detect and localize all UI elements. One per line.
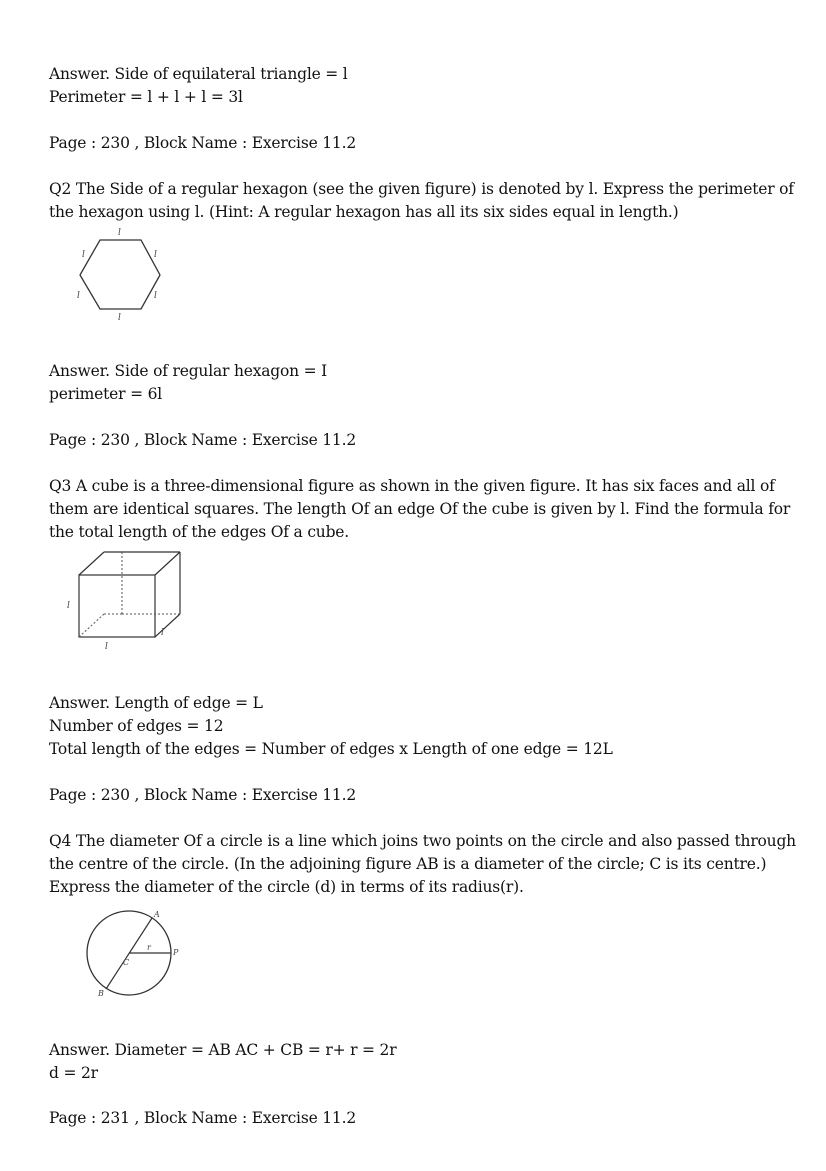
q3-answer-line-1: Answer. Length of edge = L [49, 694, 263, 712]
hexagon-shape [80, 240, 160, 309]
cube-edges [79, 552, 180, 637]
q2-page-reference: Page : 230 , Block Name : Exercise 11.2 [49, 431, 356, 449]
q1-answer-line-1: Answer. Side of equilateral triangle = l [49, 65, 348, 83]
q1-page-reference: Page : 230 , Block Name : Exercise 11.2 [49, 134, 356, 152]
point-p-label: P [173, 948, 179, 957]
circle-figure [80, 905, 190, 1005]
q3-question-line-3: the total length of the edges Of a cube. [49, 523, 350, 541]
q2-question-line-2: the hexagon using l. (Hint: A regular hexagon has all its six sides equal in length.) [49, 203, 679, 221]
point-c-label: C [123, 958, 130, 967]
hexagon-side-label: l [118, 313, 121, 323]
q3-answer-line-2: Number of edges = 12 [49, 717, 224, 735]
radius-r-label: r [147, 943, 151, 952]
cube-edge-label: l [67, 601, 70, 611]
q4-question-line-3: Express the diameter of the circle (d) in terms of its radius(r). [49, 878, 524, 896]
cube-hidden-edges [79, 552, 180, 637]
q4-answer-line-1: Answer. Diameter = AB AC + CB = r+ r = 2r [49, 1041, 397, 1059]
hexagon-side-label: l [77, 291, 80, 301]
q4-question-line-1: Q4 The diameter Of a circle is a line which joins two points on the circle and also passed through [49, 832, 796, 850]
q2-answer-line-2: perimeter = 6l [49, 385, 163, 403]
q4-question-line-2: the centre of the circle. (In the adjoining figure AB is a diameter of the circle; C is its centre.) [49, 855, 767, 873]
q4-answer-line-2: d = 2r [49, 1064, 98, 1082]
cube-edge-label: l [105, 642, 108, 652]
q3-question-line-2: them are identical squares. The length Of an edge Of the cube is given by l. Find the formula for [49, 500, 791, 518]
hexagon-side-label: l [154, 250, 157, 260]
hexagon-side-label: l [118, 228, 121, 238]
q2-answer-line-1: Answer. Side of regular hexagon = I [49, 362, 328, 380]
q1-answer-line-2: Perimeter = l + l + l = 3l [49, 88, 243, 106]
hexagon-figure [62, 224, 172, 324]
hexagon-side-label: l [154, 291, 157, 301]
cube-figure [62, 548, 192, 656]
q3-question-line-1: Q3 A cube is a three-dimensional figure as shown in the given figure. It has six faces and all of [49, 477, 775, 495]
q2-question-line-1: Q2 The Side of a regular hexagon (see the given figure) is denoted by l. Express the perimeter of [49, 180, 794, 198]
q4-page-reference: Page : 231 , Block Name : Exercise 11.2 [49, 1109, 356, 1127]
hexagon-side-label: l [82, 250, 85, 260]
cube-edge-label: l [161, 628, 164, 638]
q3-page-reference: Page : 230 , Block Name : Exercise 11.2 [49, 786, 356, 804]
point-b-label: B [98, 989, 104, 998]
q3-answer-line-3: Total length of the edges = Number of edges x Length of one edge = 12L [49, 740, 613, 758]
point-a-label: A [154, 910, 160, 919]
